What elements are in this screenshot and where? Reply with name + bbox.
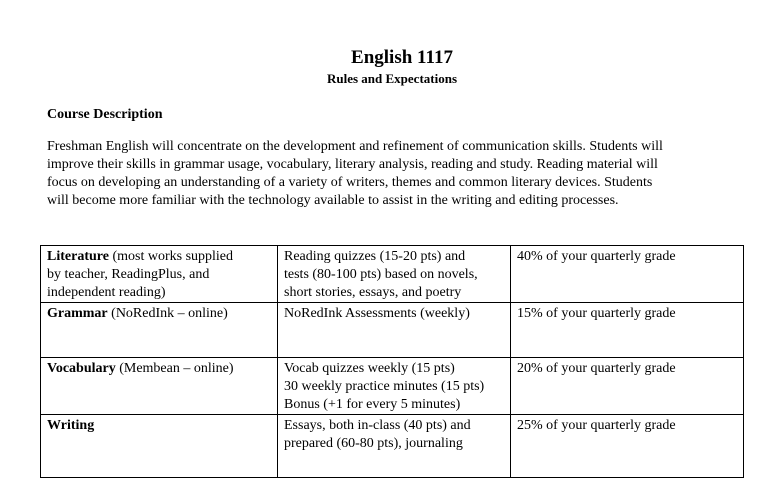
assessment-line: 30 weekly practice minutes (15 pts) [284,379,485,394]
category-note: by teacher, ReadingPlus, and [47,267,210,282]
category-name: Vocabulary [47,361,116,376]
assessment-cell [278,303,511,358]
paragraph-line: Freshman English will concentrate on the development and refinement of communication skills. Students will [47,139,663,154]
assessment-cell [278,415,511,478]
assessment-cell [278,358,511,415]
category-cell [41,358,278,415]
category-cell [41,415,278,478]
table-row [41,246,744,303]
category-cell [41,246,278,303]
weight-cell [511,415,744,478]
weight-cell [511,358,744,415]
category-note: (most works supplied [108,249,234,264]
section-heading-course-description: Course Description [47,107,163,122]
table-row [41,415,744,478]
course-description-paragraph [47,138,777,210]
category-name: Writing [47,418,95,433]
assessment-line: short stories, essays, and poetry [284,285,462,300]
weight-text: 15% of your quarterly grade [517,306,676,321]
category-note: independent reading) [47,285,166,300]
paragraph-line: improve their skills in grammar usage, vocabulary, literary analysis, reading and study. Reading material will [47,157,658,172]
assessment-line: NoRedInk Assessments (weekly) [284,306,470,321]
weight-text: 25% of your quarterly grade [517,418,676,433]
page-title: English 1117 [351,47,453,68]
assessment-line: Reading quizzes (15-20 pts) and [284,249,466,264]
category-name: Grammar [47,306,108,321]
category-name: Literature [47,249,109,264]
table-row [41,358,744,415]
assessment-line: tests (80-100 pts) based on novels, [284,267,478,282]
paragraph-line: focus on developing an understanding of a variety of writers, themes and common literary devices. Students [47,175,653,190]
weight-text: 20% of your quarterly grade [517,361,676,376]
category-note: (NoRedInk – online) [107,306,228,321]
assessment-line: Vocab quizzes weekly (15 pts) [284,361,455,376]
assessment-cell [278,246,511,303]
page-subtitle: Rules and Expectations [326,71,458,86]
weight-cell [511,303,744,358]
grading-table [40,245,744,478]
assessment-line: Essays, both in-class (40 pts) and [284,418,471,433]
table-row [41,303,744,358]
weight-cell [511,246,744,303]
weight-text: 40% of your quarterly grade [517,249,676,264]
assessment-line: Bonus (+1 for every 5 minutes) [284,397,461,412]
paragraph-line: will become more familiar with the technology available to assist in the writing and editing processes. [47,193,619,208]
assessment-line: prepared (60-80 pts), journaling [284,436,463,451]
category-cell [41,303,278,358]
category-note: (Membean – online) [115,361,234,376]
